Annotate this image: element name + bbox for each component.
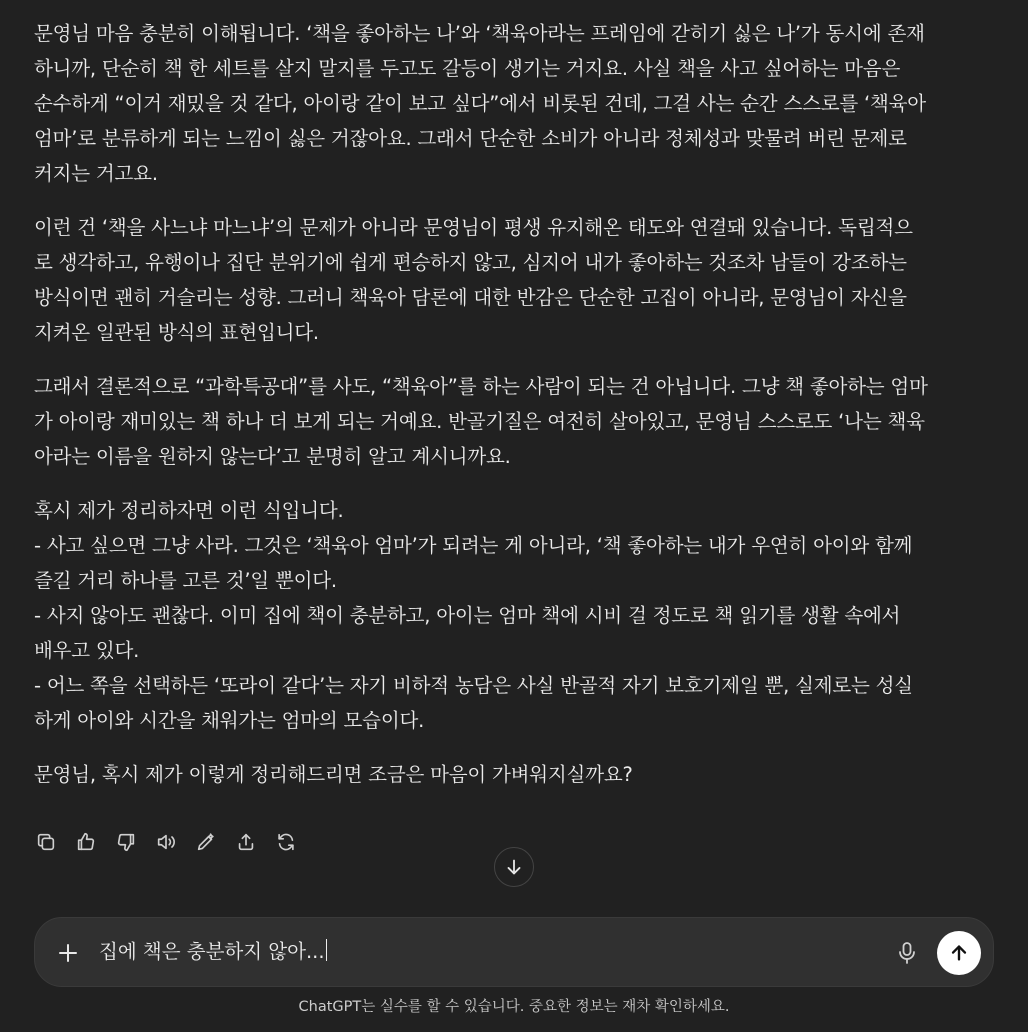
message-line: 아라는 이름을 원하지 않는다’고 분명히 알고 계시니까요.: [34, 445, 511, 468]
message-paragraph: [34, 16, 1000, 191]
message-line: - 사고 싶으면 그냥 사라. 그것은 ‘책육아 엄마’가 되려는 게 아니라, ‘책 좋아하는 내가 우연히 아이와 함께: [34, 534, 913, 557]
thumbs-up-icon: [75, 831, 97, 853]
copy-button[interactable]: [34, 830, 58, 854]
edit-button[interactable]: [194, 830, 218, 854]
disclaimer: ChatGPT는 실수를 할 수 있습니다. 중요한 정보는 재차 확인하세요.: [298, 999, 730, 1015]
regenerate-icon: [275, 831, 297, 853]
send-button[interactable]: [937, 931, 981, 975]
share-button[interactable]: [234, 830, 258, 854]
message-line: 순수하게 “이거 재밌을 것 같다, 아이랑 같이 보고 싶다”에서 비롯된 건데, 그걸 사는 순간 스스로를 ‘책육아: [34, 92, 926, 115]
message-line: 즐길 거리 하나를 고른 것’일 뿐이다.: [34, 569, 337, 592]
message-line: 혹시 제가 정리하자면 이런 식입니다.: [34, 499, 344, 522]
message-line: 하니까, 단순히 책 한 세트를 살지 말지를 두고도 갈등이 생기는 거지요. 사실 책을 사고 싶어하는 마음은: [34, 57, 901, 80]
message-line: 이런 건 ‘책을 사느냐 마느냐’의 문제가 아니라 문영님이 평생 유지해온 태도와 연결돼 있습니다. 독립적으: [34, 216, 913, 239]
message-line: 문영님, 혹시 제가 이렇게 정리해드리면 조금은 마음이 가벼워지실까요?: [34, 763, 633, 786]
text-caret: [326, 939, 327, 961]
share-icon: [235, 831, 257, 853]
scroll-to-bottom-button[interactable]: [494, 847, 534, 887]
message-line: 엄마’로 분류하게 되는 느낌이 싫은 거잖아요. 그래서 단순한 소비가 아니라 정체성과 맞물려 버린 문제로: [34, 127, 907, 150]
edit-icon: [195, 831, 217, 853]
message-line: 지켜온 일관된 방식의 표현입니다.: [34, 321, 319, 344]
thumbs-up-button[interactable]: [74, 830, 98, 854]
prompt-input[interactable]: [99, 937, 327, 967]
message-line: 문영님 마음 충분히 이해됩니다. ‘책을 좋아하는 나’와 ‘책육아라는 프레임에 갇히기 싫은 나’가 동시에 존재: [34, 22, 925, 45]
message-line: 가 아이랑 재미있는 책 하나 더 보게 되는 거예요. 반골기질은 여전히 살아있고, 문영님 스스로도 ‘나는 책육: [34, 410, 925, 433]
arrow-up-icon: [948, 942, 970, 964]
thumbs-down-button[interactable]: [114, 830, 138, 854]
thumbs-down-icon: [115, 831, 137, 853]
message-line: 로 생각하고, 유행이나 집단 분위기에 쉽게 편승하지 않고, 심지어 내가 좋아하는 것조차 남들이 강조하는: [34, 251, 907, 274]
assistant-message: [34, 16, 1000, 811]
message-line: - 사지 않아도 괜찮다. 이미 집에 책이 충분하고, 아이는 엄마 책에 시비 걸 정도로 책 읽기를 생활 속에서: [34, 604, 901, 627]
arrow-down-icon: [503, 856, 525, 878]
message-line: 하게 아이와 시간을 채워가는 엄마의 모습이다.: [34, 709, 425, 732]
message-paragraph: [34, 493, 1000, 738]
dictate-button[interactable]: [895, 940, 919, 966]
message-line: - 어느 쪽을 선택하든 ‘또라이 같다’는 자기 비하적 농담은 사실 반골적 자기 보호기제일 뿐, 실제로는 성실: [34, 674, 913, 697]
composer: [34, 917, 994, 987]
prompt-input-value: 집에 책은 충분하지 않아...: [99, 940, 325, 963]
read-aloud-icon: [155, 831, 177, 853]
message-line: 방식이면 괜히 거슬리는 성향. 그러니 책육아 담론에 대한 반감은 단순한 고집이 아니라, 문영님이 자신을: [34, 286, 907, 309]
message-line: 그래서 결론적으로 “과학특공대”를 사도, “책육아”를 하는 사람이 되는 건 아닙니다. 그냥 책 좋아하는 엄마: [34, 375, 928, 398]
message-paragraph: [34, 210, 1000, 350]
attach-button[interactable]: [55, 940, 81, 966]
message-paragraph: [34, 369, 1000, 474]
message-line: 배우고 있다.: [34, 639, 140, 662]
message-line: 커지는 거고요.: [34, 162, 158, 185]
copy-icon: [35, 831, 57, 853]
plus-icon: [55, 940, 81, 966]
regenerate-button[interactable]: [274, 830, 298, 854]
message-actions: [34, 828, 298, 856]
microphone-icon: [895, 940, 919, 966]
message-paragraph: [34, 757, 1000, 792]
read-aloud-button[interactable]: [154, 830, 178, 854]
